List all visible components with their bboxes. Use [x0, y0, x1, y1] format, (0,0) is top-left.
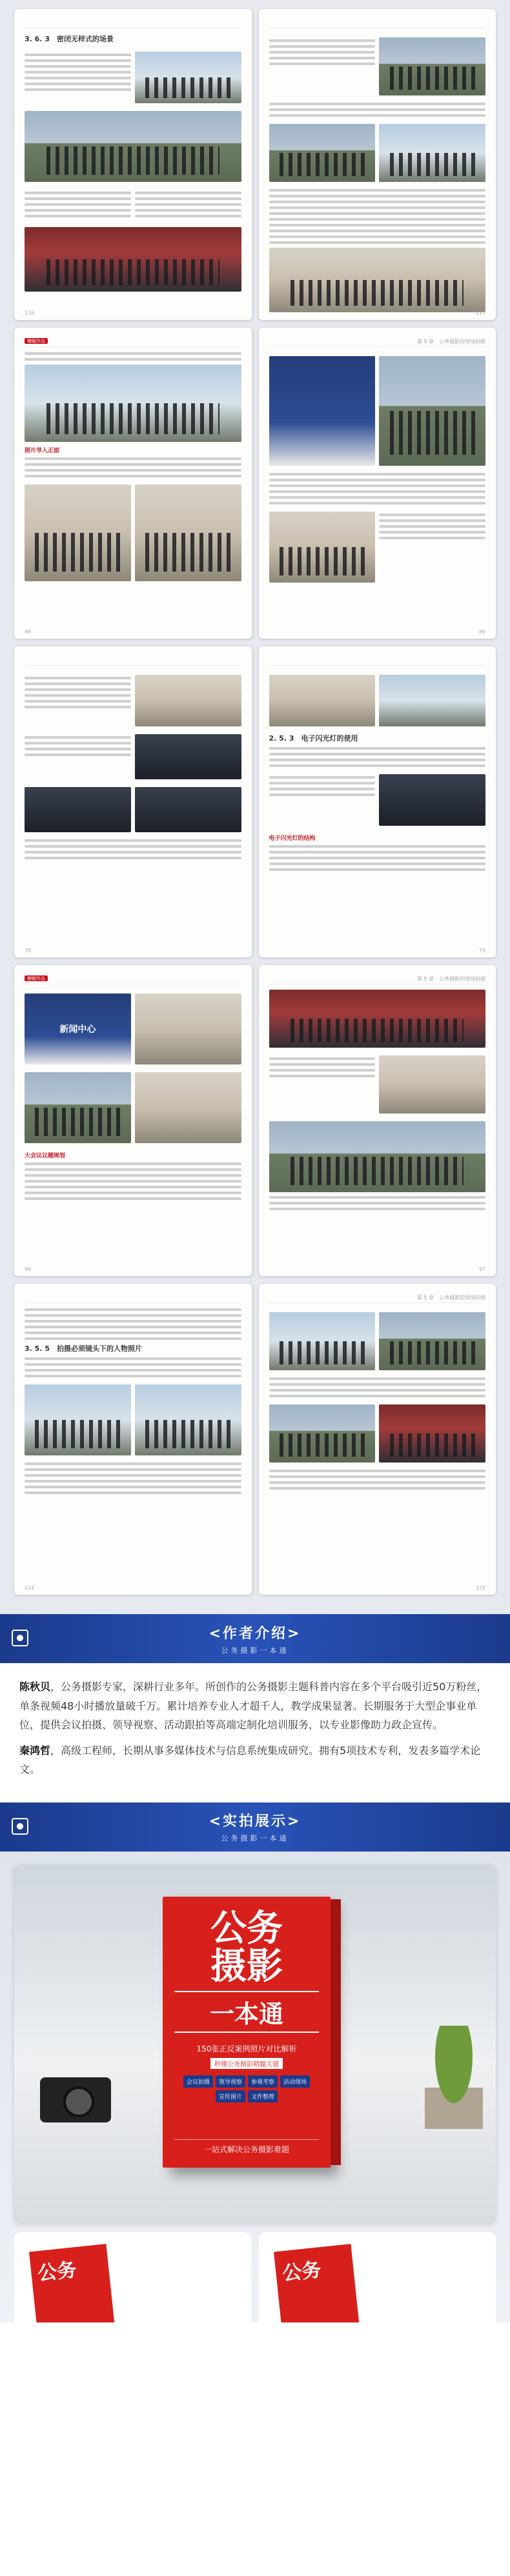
camera-icon: [12, 1818, 28, 1835]
running-header: [25, 1294, 241, 1303]
book-spread: [14, 328, 496, 639]
running-header: [25, 657, 241, 666]
plant-prop: [425, 2026, 483, 2129]
page-photo: [25, 484, 131, 581]
page-photo: [379, 1404, 485, 1463]
page-photo: [25, 1072, 131, 1143]
book-topic-chips: [174, 2075, 319, 2102]
page-number: 97: [478, 1266, 485, 1272]
page-number: 124: [25, 1585, 35, 1591]
page-number: 116: [25, 310, 35, 316]
author-bio: ，高级工程师，长期从事多媒体技术与信息系统集成研究。拥有5项技术专利，发表多篇学术论文。: [19, 1744, 481, 1776]
banner-subtitle: 公务摄影一本通: [221, 1834, 289, 1843]
author-name: 秦鸿哲: [19, 1744, 51, 1757]
banner-title: <实拍展示>: [209, 1813, 301, 1830]
book-title-line: 公务: [210, 1906, 283, 1950]
subheading: 电子闪光灯的结构: [269, 835, 316, 842]
page-photo: [269, 675, 376, 726]
page-number: 96: [25, 1266, 32, 1272]
running-header: [269, 657, 486, 666]
running-header: [25, 338, 241, 347]
running-header: [25, 975, 241, 984]
author-paragraph: [19, 1741, 491, 1779]
page-photo: [379, 1055, 485, 1113]
page-photo: [269, 124, 376, 182]
book-page-right: [259, 965, 496, 1276]
page-photo: [269, 1312, 376, 1370]
camera-icon: [12, 1630, 28, 1646]
page-photo: [269, 248, 486, 312]
book-topic-chip: 活动现场: [280, 2075, 310, 2088]
page-photo: [25, 364, 241, 442]
book-tagline: 150张正反案例照片对比解析: [196, 2044, 297, 2053]
running-header: [269, 338, 486, 347]
book-topic-chip: 会议拍摄: [183, 2075, 213, 2088]
section-title: 3. 6. 3 密闭无样式的场景: [25, 35, 114, 43]
author-bio: ，公务摄影专家，深耕行业多年。所创作的公务摄影主题科普内容在多个平台吸引近50万粉丝，单条视频48小时播放量破千万。累计培养专业人才超千人，教学成果显著。长期服务于大型企事业单位，提供会议拍摄、领导视察、活动跟拍等高端定制化培训服务，以专业影像助力政企宣传。: [19, 1681, 487, 1732]
camera-prop: [40, 2077, 111, 2122]
product-photo-thumb: [259, 2232, 496, 2322]
page-photo: [135, 734, 241, 779]
page-photo: [25, 993, 131, 1064]
page-photo: [379, 774, 485, 826]
page-photo: [379, 124, 485, 182]
book-page-left: [14, 965, 252, 1276]
book-title-line: 摄影: [210, 1944, 283, 1988]
book-spread: [14, 1284, 496, 1595]
page-photo: [25, 111, 241, 182]
running-header: [269, 19, 486, 28]
author-banner: [0, 1614, 510, 1663]
book-spread: [14, 965, 496, 1276]
subheading: 照片导入正面: [25, 448, 60, 454]
banner-subtitle: 公务摄影一本通: [221, 1646, 289, 1655]
book-topic-chip: 领导视察: [216, 2075, 245, 2088]
book-cover: [163, 1897, 331, 2168]
banner-title: <作者介绍>: [209, 1625, 301, 1642]
chapter-title: 第 5 章 公务摄影的现场拍摄: [416, 976, 485, 982]
author-name: 陈秋贝: [19, 1681, 51, 1693]
book-cover-thumb: 公务: [274, 2244, 360, 2322]
page-tag: 横幅作品: [25, 975, 48, 981]
book-topic-chip: 文件整理: [248, 2090, 278, 2102]
product-showcase: [0, 1852, 510, 2322]
chapter-title: 第 5 章 公务摄影的现场拍摄: [416, 339, 485, 344]
book-page-left: [14, 646, 252, 957]
product-photo: [14, 1864, 496, 2223]
page-photo: [135, 993, 241, 1064]
page-photo: [269, 1404, 376, 1463]
page-photo: [135, 484, 241, 581]
page-photo: [135, 675, 241, 726]
book-spread: [14, 9, 496, 320]
book-topic-chip: 参观考察: [248, 2075, 278, 2088]
running-header: [269, 975, 486, 984]
book-tagline-secondary: 秒懂公务摄影精髓关键: [210, 2058, 283, 2069]
page-photo: [135, 1384, 241, 1455]
page-photo: [269, 356, 376, 466]
book-page-left: [14, 9, 252, 320]
section-title: 3. 5. 5 拍摄必须镜头下的人物照片: [25, 1344, 142, 1353]
chapter-title: 第 5 章 公务摄影的现场拍摄: [416, 1295, 485, 1301]
page-photo: [135, 52, 241, 103]
page-photo: [379, 37, 485, 95]
author-paragraph: [19, 1677, 491, 1735]
book-page-left: [14, 328, 252, 639]
book-page-right: [259, 328, 496, 639]
page-photo: [25, 227, 241, 292]
page-photo: [25, 1384, 131, 1455]
book-page-left: [14, 1284, 252, 1595]
page-photo: [135, 1072, 241, 1143]
book-spread: [14, 646, 496, 957]
page-number: 79: [478, 948, 485, 954]
book-title-line: 一本通: [174, 1991, 319, 2033]
page-photo: [135, 787, 241, 832]
page-number: 117: [475, 310, 485, 316]
page-photo: [379, 1312, 485, 1370]
book-page-right: [259, 1284, 496, 1595]
product-photo-thumb: [14, 2232, 251, 2322]
book-topic-chip: 宣传图片: [216, 2090, 245, 2102]
page-photo: [269, 512, 376, 583]
photo-headline: 新闻中心: [59, 1024, 96, 1035]
section-title: 2. 5. 3 电子闪光灯的使用: [269, 734, 358, 743]
subheading: 大会议议题规划: [25, 1153, 66, 1159]
book-page-right: [259, 646, 496, 957]
book-cover-thumb: 公务: [29, 2244, 116, 2322]
running-header: [269, 1294, 486, 1303]
book-footer: 一站式解决公务摄影难题: [174, 2139, 319, 2155]
page-number: 88: [25, 629, 32, 635]
page-photo: [269, 1121, 486, 1192]
author-intro: [0, 1663, 510, 1802]
page-photo: [379, 675, 485, 726]
page-number: 89: [478, 629, 485, 635]
running-header: [25, 19, 241, 28]
page-number: 125: [475, 1585, 485, 1591]
page-photo: [25, 787, 131, 832]
book-page-right: [259, 9, 496, 320]
page-number: 78: [25, 948, 32, 954]
page-photo: [379, 356, 485, 466]
showcase-banner: [0, 1802, 510, 1852]
page-photo: [269, 990, 486, 1048]
page-tag: 横幅作品: [25, 338, 48, 344]
